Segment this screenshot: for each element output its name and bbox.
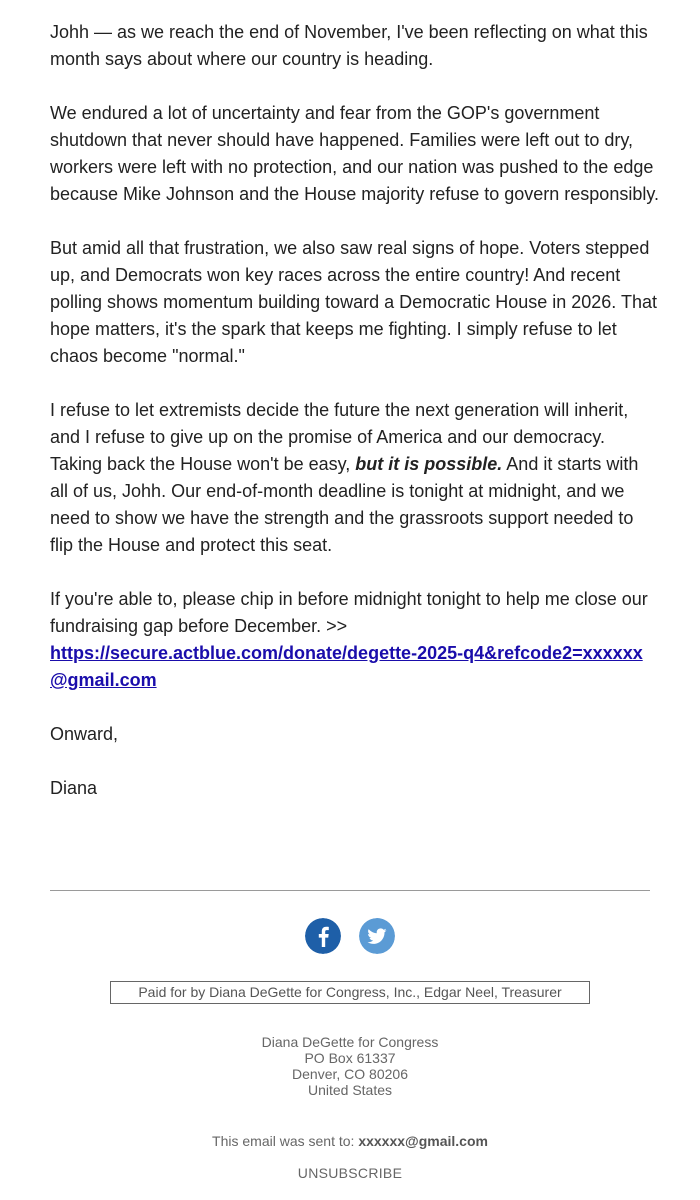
social-links [0,918,700,954]
unsubscribe-link[interactable]: UNSUBSCRIBE [297,1165,403,1181]
paragraph-hope: But amid all that frustration, we also saw real signs of hope. Voters stepped up, and Democrats won key races across the entire country! And recent polling shows momentum building toward a Democratic House in 2026. That hope matters, it's the spark that keeps me fighting. I simply refuse to let chaos become "normal." [50,238,657,366]
facebook-icon [305,918,341,954]
paragraph-refuse-before: I refuse to let extremists decide the future the next generation will inherit, and I refuse to give up on the promise of America and our democracy. Taking back the House won't be easy, [50,400,629,474]
address-line: Denver, CO 80206 [292,1066,408,1082]
sent-to-label: This email was sent to: [212,1133,359,1149]
paragraph-donate [50,586,660,694]
paragraph-refuse-after: And it starts with all of us, Johh. Our end-of-month deadline is tonight at midnight, and we need to show we have the strength and the grassroots support needed to flip the House and protect this seat. [50,454,639,555]
paragraph-refuse-emphasis: but it is possible. [355,454,503,474]
paragraph-refuse [50,397,660,559]
address-line: Diana DeGette for Congress [261,1034,439,1050]
twitter-icon [359,918,395,954]
donate-link[interactable]: https://secure.actblue.com/donate/degette-2025-q4&refcode2=xxxxxx@gmail.com [50,643,643,690]
paragraph-greeting: Johh — as we reach the end of November, I've been reflecting on what this month says about where our country is heading. [50,22,648,69]
signature: Diana [50,778,98,798]
paid-for-disclaimer: Paid for by Diana DeGette for Congress, Inc., Edgar Neel, Treasurer [110,981,590,1004]
signoff: Onward, [50,724,119,744]
paragraph-shutdown: We endured a lot of uncertainty and fear from the GOP's government shutdown that never should have happened. Families were left out to dry, workers were left with no protection, and our nation was pushed to the edge because Mike Johnson and the House majority refuse to govern responsibly. [50,103,660,204]
email-body [50,19,660,829]
donate-text: If you're able to, please chip in before midnight tonight to help me close our fundraising gap before December. >> [50,589,648,636]
footer-divider [50,890,650,891]
sent-to-notice [0,1132,700,1150]
address-line: PO Box 61337 [304,1050,396,1066]
facebook-link[interactable] [305,918,341,954]
address-line: United States [307,1082,393,1098]
sent-to-email: xxxxxx@gmail.com [358,1133,488,1149]
twitter-link[interactable] [359,918,395,954]
mailing-address [0,1034,700,1098]
